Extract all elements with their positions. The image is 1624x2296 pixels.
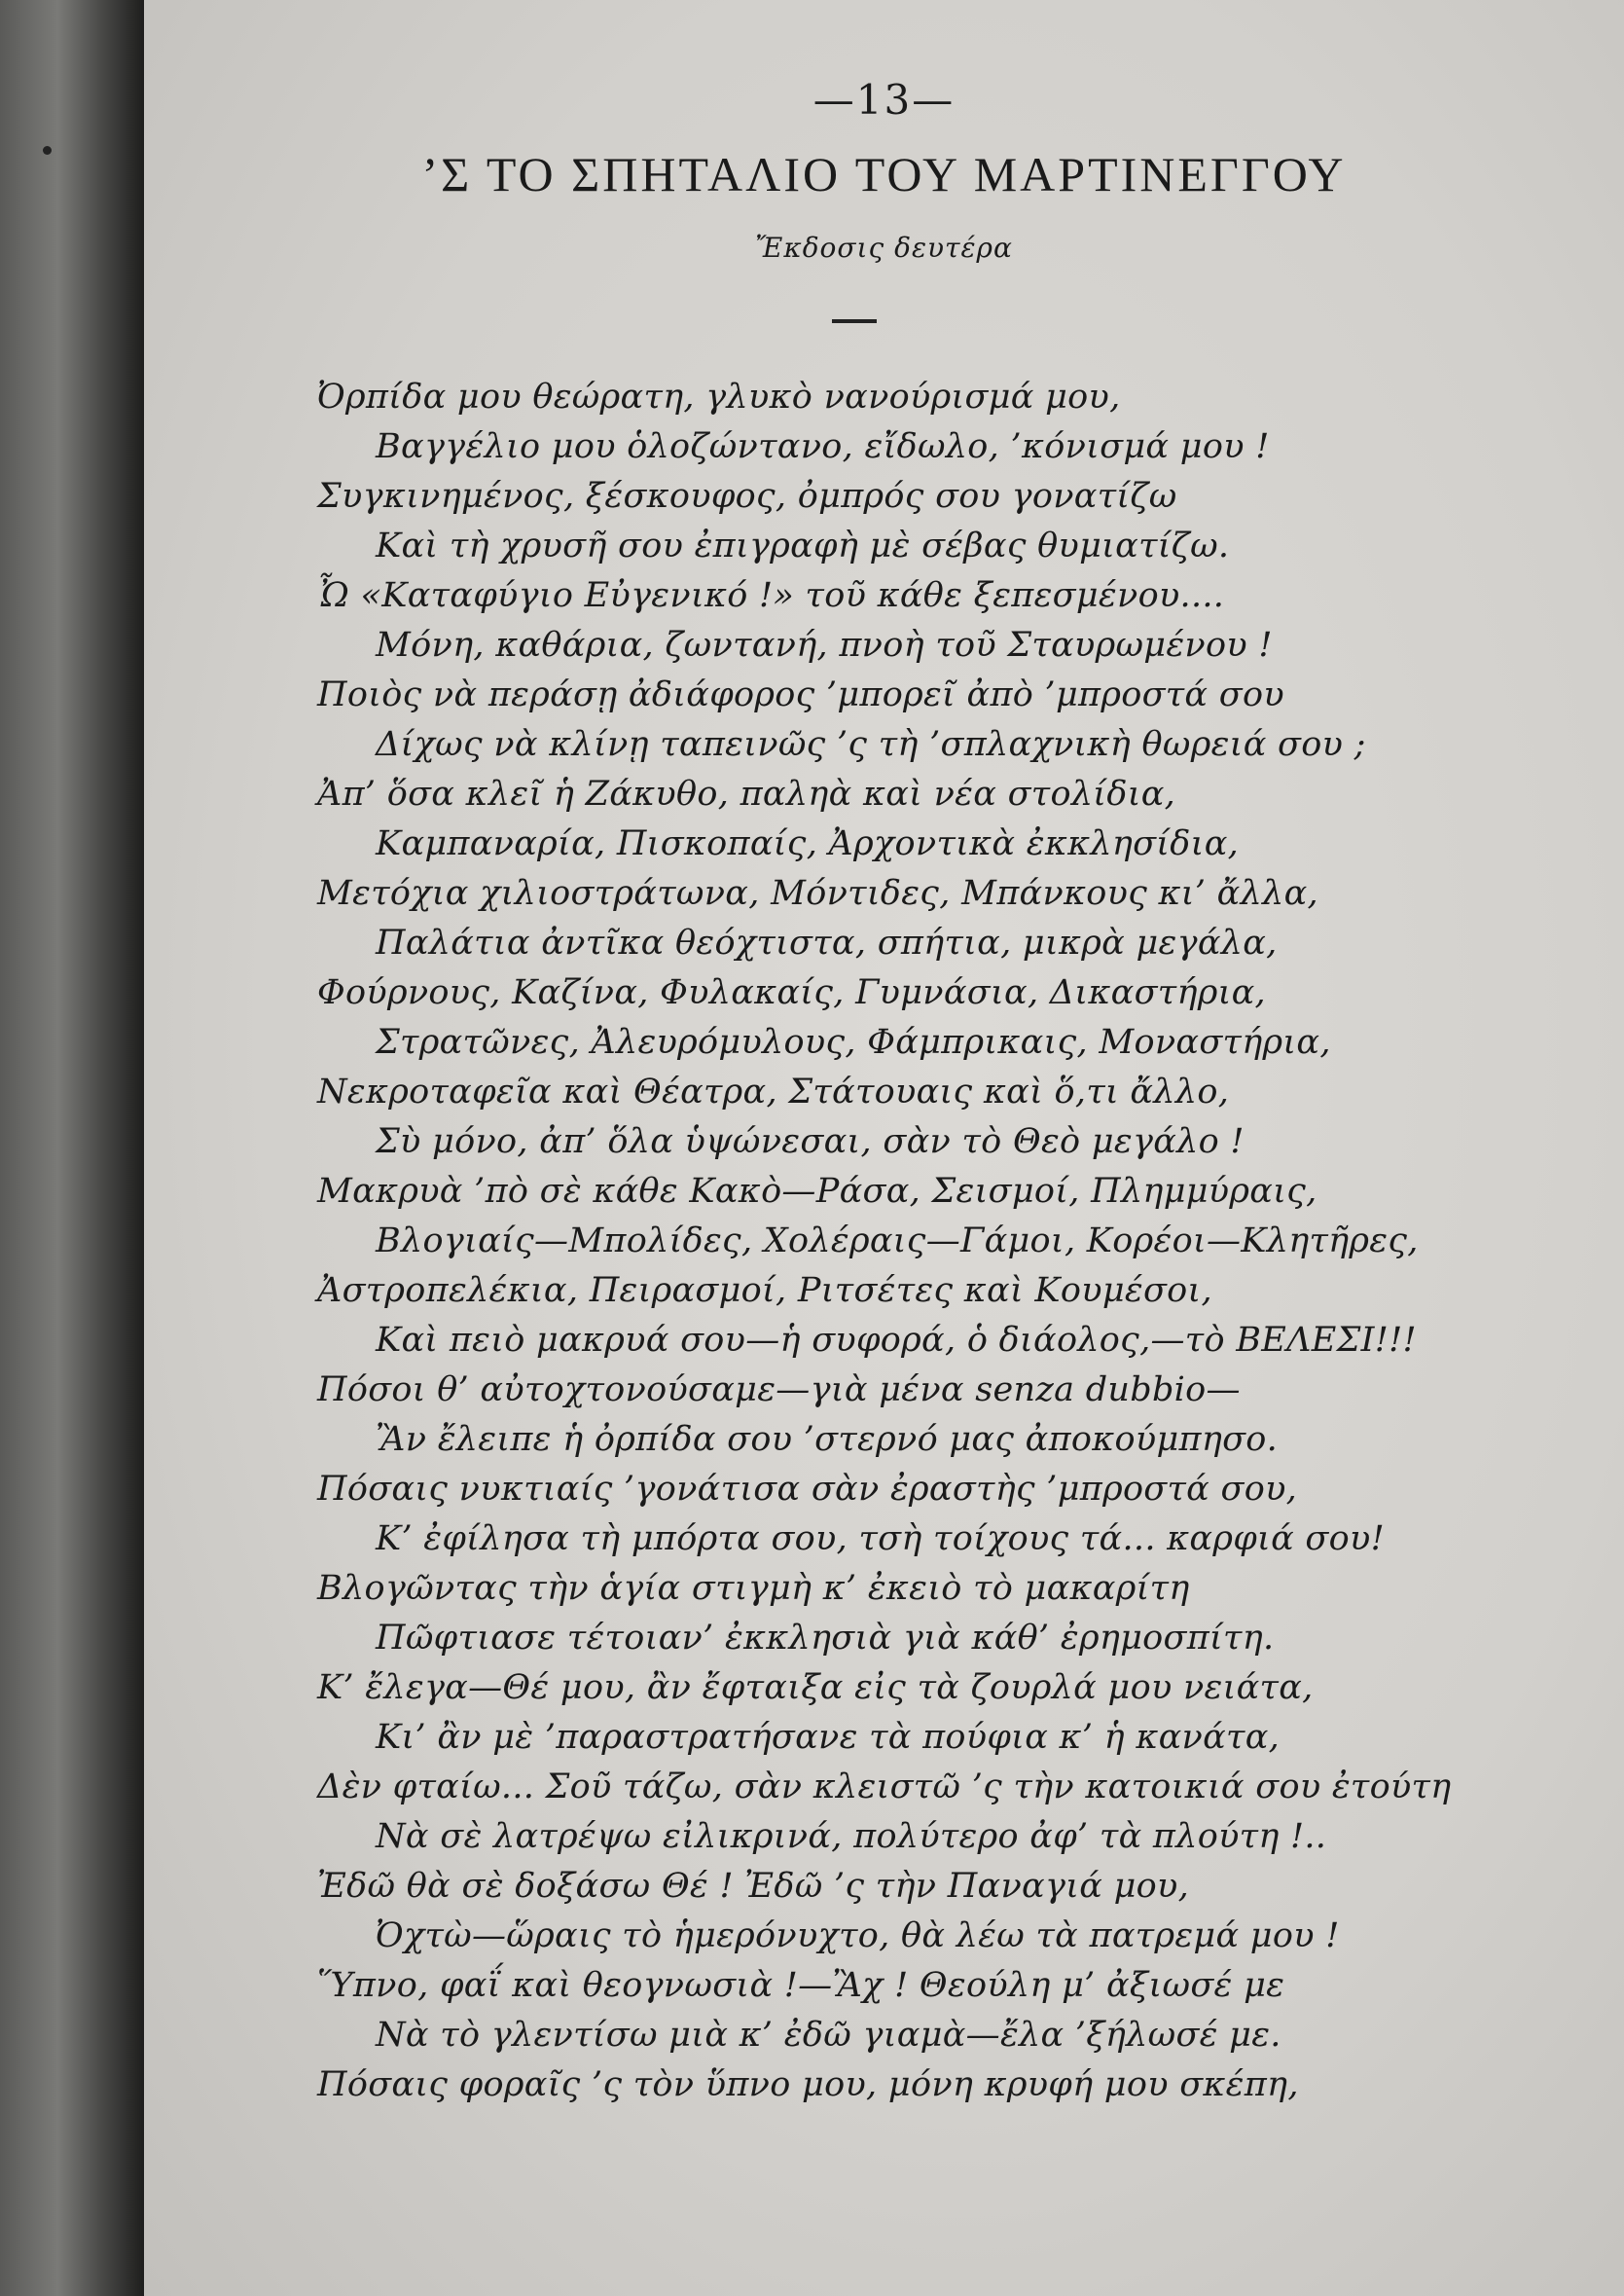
poem-line: Καὶ πειὸ μακρυά σου—ἡ συφορά, ὁ διάολος,—τὸ ΒΕΛΕΣΙ!!!: [376, 1321, 1417, 1360]
book-page: [144, 0, 1624, 2296]
poem-line: Νεκροταφεῖα καὶ Θέατρα, Στάτουαις καὶ ὅ,τι ἄλλο,: [317, 1073, 1230, 1112]
poem-line: Κ’ ἔλεγα—Θέ μου, ἂν ἔφταιξα εἰς τὰ ζουρλά μου νειάτα,: [317, 1668, 1314, 1707]
poem-line: Ποιὸς νὰ περάσῃ ἀδιάφορος ’μπορεῖ ἀπὸ ’μπροστά σου: [317, 675, 1284, 714]
poem-line: Φούρνους, Καζίνα, Φυλακαίς, Γυμνάσια, Δικαστήρια,: [317, 973, 1266, 1012]
poem-line: Καμπαναρία, Πισκοπαίς, Ἀρχοντικὰ ἐκκλησίδια,: [376, 824, 1240, 863]
poem-line: Καὶ τὴ χρυσῆ σου ἐπιγραφὴ μὲ σέβας θυμιατίζω.: [376, 527, 1230, 565]
poem-line: Μακρυὰ ’πὸ σὲ κάθε Κακὸ—Ράσα, Σεισμοί, Πλημμύραις,: [317, 1172, 1317, 1211]
poem-line: Ὀχτὼ—ὥραις τὸ ἡμερόνυχτο, θὰ λέω τὰ πατρεμά μου !: [376, 1916, 1340, 1955]
poem-line: Ἂν ἔλειπε ἡ ὀρπίδα σου ’στερνό μας ἀποκούμπησο.: [376, 1420, 1279, 1459]
book-binding-edge: [0, 0, 144, 2296]
poem-line: Νὰ τὸ γλεντίσω μιὰ κ’ ἐδῶ γιαμὰ—ἔλα ’ξήλωσέ με.: [376, 2016, 1281, 2055]
poem-line: Πόσαις νυκτιαίς ’γονάτισα σὰν ἐραστὴς ’μπροστά σου,: [317, 1470, 1298, 1509]
poem-line: Στρατῶνες, Ἀλευρόμυλους, Φάμπρικαις, Μοναστήρια,: [376, 1023, 1331, 1062]
poem-line: Μετόχια χιλιοστράτωνα, Μόντιδες, Μπάνκους κι’ ἄλλα,: [317, 874, 1318, 913]
page-number: —13—: [812, 76, 956, 124]
poem-line: Ὀρπίδα μου θεώρατη, γλυκὸ νανούρισμά μου,: [317, 378, 1121, 417]
edition-note: Ἔκδοσις δευτέρα: [755, 232, 1013, 264]
poem-line: Πόσαις φοραῖς ’ς τὸν ὕπνο μου, μόνη κρυφή μου σκέπη,: [317, 2065, 1299, 2104]
poem-title: ’Σ ΤΟ ΣΠΗΤΑΛΙΟ ΤΟΥ ΜΑΡΤΙΝΕΓΓΟΥ: [421, 147, 1347, 201]
poem-line: Μόνη, καθάρια, ζωντανή, πνοὴ τοῦ Σταυρωμένου !: [376, 626, 1273, 665]
poem-line: Κ’ ἐφίλησα τὴ μπόρτα σου, τσὴ τοίχους τά... καρφιά σου!: [376, 1519, 1385, 1558]
poem-line: Ἀπ’ ὅσα κλεῖ ἡ Ζάκυθο, παληὰ καὶ νέα στολίδια,: [317, 775, 1176, 814]
binding-spot: [43, 146, 52, 155]
poem-line: Βλογῶντας τὴν ἁγία στιγμὴ κ’ ἐκειὸ τὸ μακαρίτη: [317, 1569, 1190, 1608]
poem-line: Κι’ ἂν μὲ ’παραστρατήσανε τὰ πούφια κ’ ἡ κανάτα,: [376, 1718, 1281, 1757]
poem-line: Πόσοι θ’ αὐτοχτονούσαμε—γιὰ μένα senza dubbio—: [317, 1370, 1241, 1409]
poem-line: Ὦ «Καταφύγιο Εὐγενικό !» τοῦ κάθε ξεπεσμένου....: [317, 576, 1225, 615]
poem-line: Πῶφτιασε τέτοιαν’ ἐκκλησιὰ γιὰ κάθ’ ἐρημοσπίτη.: [376, 1619, 1275, 1658]
poem-line: Δὲν φταίω... Σοῦ τάζω, σὰν κλειστῶ ’ς τὴν κατοικιά σου ἐτούτη: [317, 1768, 1452, 1806]
poem-line: Ὕπνο, φαΐ καὶ θεογνωσιὰ !—Ἂχ ! Θεούλη μ’ ἀξιωσέ με: [317, 1966, 1285, 2005]
poem-line: Βλογιαίς—Μπολίδες, Χολέραις—Γάμοι, Κορέοι—Κλητῆρες,: [376, 1221, 1419, 1260]
poem-line: Βαγγέλιο μου ὁλοζώντανο, εἴδωλο, ’κόνισμά μου !: [376, 427, 1270, 466]
title-rule: [832, 319, 877, 323]
poem-line: Συγκινημένος, ξέσκουφος, ὀμπρός σου γονατίζω: [317, 477, 1177, 516]
poem-line: Ἀστροπελέκια, Πειρασμοί, Ριτσέτες καὶ Κουμέσοι,: [317, 1271, 1212, 1310]
poem-line: Δίχως νὰ κλίνῃ ταπεινῶς ’ς τὴ ’σπλαχνικὴ θωρειά σου ;: [376, 725, 1366, 764]
poem-line: Σὺ μόνο, ἀπ’ ὅλα ὑψώνεσαι, σὰν τὸ Θεὸ μεγάλο !: [376, 1122, 1245, 1161]
poem-line: Ἐδῶ θὰ σὲ δοξάσω Θέ ! Ἐδῶ ’ς τὴν Παναγιά μου,: [317, 1867, 1190, 1906]
poem-line: Παλάτια ἀντῖκα θεόχτιστα, σπήτια, μικρὰ μεγάλα,: [376, 924, 1278, 963]
poem-line: Νὰ σὲ λατρέψω εἰλικρινά, πολύτερο ἀφ’ τὰ πλούτη !..: [376, 1817, 1327, 1856]
